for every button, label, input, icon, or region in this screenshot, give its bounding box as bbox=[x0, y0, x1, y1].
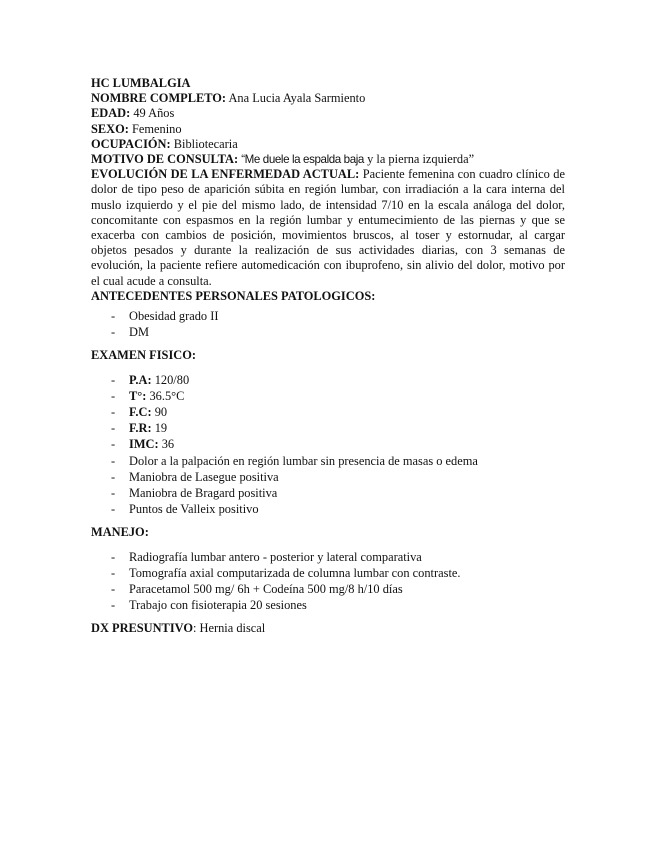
field-edad-label: EDAD: bbox=[91, 106, 131, 121]
bullet-dash: - bbox=[111, 325, 116, 340]
bullet-dash: - bbox=[111, 453, 116, 468]
field-motivo-label: MOTIVO DE CONSULTA: bbox=[91, 152, 239, 167]
bullet-dash: - bbox=[111, 581, 116, 596]
bullet-dash: - bbox=[111, 598, 116, 613]
bullet-dash: - bbox=[111, 469, 116, 484]
bullet-dash: - bbox=[111, 309, 116, 324]
finding-item bbox=[91, 469, 565, 485]
field-sexo-label: SEXO: bbox=[91, 121, 129, 136]
examen-heading: EXAMEN FISICO: bbox=[91, 348, 196, 363]
bullet-dash: - bbox=[111, 549, 116, 564]
list-item bbox=[91, 581, 565, 597]
field-ocupacion-label: OCUPACIÓN: bbox=[91, 136, 171, 151]
finding-item bbox=[91, 485, 565, 501]
dx-presuntivo bbox=[91, 621, 565, 636]
vital-label: T°: bbox=[129, 388, 147, 403]
bullet-dash: - bbox=[111, 421, 116, 436]
bullet-dash: - bbox=[111, 565, 116, 580]
finding-text: Dolor a la palpación en región lumbar sin presencia de masas o edema bbox=[129, 453, 478, 468]
list-item-text: Trabajo con fisioterapia 20 sesiones bbox=[129, 598, 307, 613]
vital-sign-item bbox=[91, 372, 565, 388]
vital-label: F.R: bbox=[129, 421, 152, 436]
bullet-dash: - bbox=[111, 405, 116, 419]
list-item bbox=[91, 324, 565, 340]
field-edad-value: 49 Años bbox=[133, 106, 175, 121]
clinical-history-document bbox=[91, 76, 565, 636]
antecedentes-list bbox=[91, 308, 565, 340]
field-evolucion-label: EVOLUCIÓN DE LA ENFERMEDAD ACTUAL: bbox=[91, 167, 360, 182]
field-motivo bbox=[91, 152, 565, 167]
vital-sign-item bbox=[91, 404, 565, 420]
vital-value: 120/80 bbox=[154, 372, 190, 387]
vital-label: F.C: bbox=[129, 405, 152, 419]
list-item bbox=[91, 308, 565, 324]
vital-value: 19 bbox=[154, 421, 168, 436]
list-item-text: DM bbox=[129, 325, 149, 340]
bullet-dash: - bbox=[111, 388, 116, 403]
bullet-dash: - bbox=[111, 485, 116, 500]
field-motivo-quote-a: “Me duele la espalda baja bbox=[241, 153, 364, 167]
list-item bbox=[91, 597, 565, 613]
antecedentes-heading: ANTECEDENTES PERSONALES PATOLOGICOS: bbox=[91, 288, 376, 303]
dx-label: DX PRESUNTIVO bbox=[91, 621, 193, 636]
list-item-text: Tomografía axial computarizada de columna lumbar con contraste. bbox=[129, 565, 461, 580]
examen-list bbox=[91, 372, 565, 518]
manejo-list bbox=[91, 549, 565, 614]
field-evolucion bbox=[91, 167, 565, 289]
list-item-text: Obesidad grado II bbox=[129, 309, 219, 324]
bullet-dash: - bbox=[111, 372, 116, 387]
field-nombre bbox=[91, 91, 565, 106]
finding-text: Maniobra de Lasegue positiva bbox=[129, 469, 279, 484]
finding-item bbox=[91, 453, 565, 469]
vital-sign-item bbox=[91, 388, 565, 404]
vital-value: 36.5°C bbox=[149, 388, 185, 403]
field-motivo-quote-b: y la pierna izquierda” bbox=[367, 152, 475, 167]
list-item bbox=[91, 549, 565, 565]
document-title: HC LUMBALGIA bbox=[91, 76, 191, 90]
finding-text: Puntos de Valleix positivo bbox=[129, 502, 259, 517]
manejo-heading: MANEJO: bbox=[91, 525, 149, 540]
finding-item bbox=[91, 501, 565, 517]
field-sexo-value: Femenino bbox=[131, 121, 182, 136]
vital-label: IMC: bbox=[129, 437, 159, 452]
list-item-text: Paracetamol 500 mg/ 6h + Codeína 500 mg/8 h/10 días bbox=[129, 581, 403, 596]
field-nombre-value: Ana Lucia Ayala Sarmiento bbox=[228, 91, 366, 106]
finding-text: Maniobra de Bragard positiva bbox=[129, 485, 278, 500]
vital-label: P.A: bbox=[129, 372, 152, 387]
dx-value: : Hernia discal bbox=[193, 621, 266, 636]
list-item-text: Radiografía lumbar antero - posterior y lateral comparativa bbox=[129, 549, 422, 564]
list-item bbox=[91, 565, 565, 581]
field-edad bbox=[91, 106, 565, 121]
vital-sign-item bbox=[91, 436, 565, 452]
bullet-dash: - bbox=[111, 437, 116, 452]
field-nombre-label: NOMBRE COMPLETO: bbox=[91, 91, 227, 106]
bullet-dash: - bbox=[111, 502, 116, 517]
field-sexo bbox=[91, 122, 565, 137]
field-evolucion-text: Paciente femenina con cuadro clínico de dolor de tipo peso de aparición súbita en región lumbar, con irradiación a la cara interna del muslo izquierdo y el pie del mismo lado, de intensidad 7/10 en la escala análoga del dolor, concomitante con espasmos en la región lumbar y entumecimiento de las piernas y que se exacerba con cambios de posición, movimientos bruscos, al toser y estornudar, al cargar objetos pesados y durante la realización de sus actividades diarias, con 3 semanas de evolución, la paciente refiere automedicación con ibuprofeno, sin alivio del dolor, motivo por el cual acude a consulta. bbox=[91, 167, 565, 288]
vital-value: 90 bbox=[154, 405, 168, 419]
vital-sign-item bbox=[91, 420, 565, 436]
field-ocupacion bbox=[91, 137, 565, 152]
field-ocupacion-value: Bibliotecaria bbox=[173, 136, 238, 151]
vital-value: 36 bbox=[161, 437, 175, 452]
